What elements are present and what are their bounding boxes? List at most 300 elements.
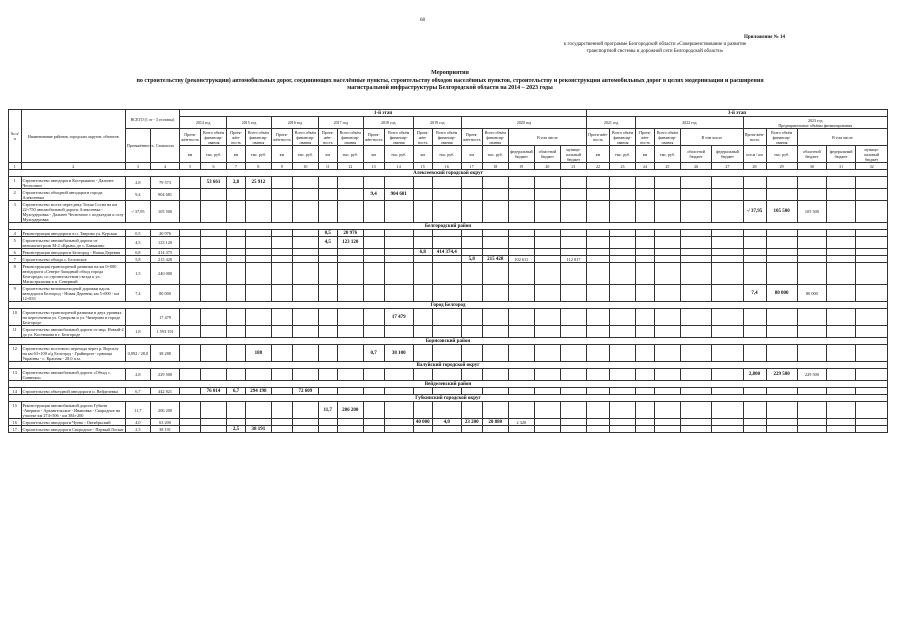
row-cell: 40 000 <box>413 419 432 426</box>
row-cell <box>245 263 271 285</box>
column-index-cell: 9 <box>271 163 292 170</box>
row-cell <box>363 237 384 249</box>
table-row <box>9 285 888 302</box>
row-cost: 105 500 <box>150 201 179 223</box>
row-cell <box>534 426 560 433</box>
row-length: 1,8 <box>125 326 150 338</box>
column-index-cell: 14 <box>384 163 413 170</box>
year-2020-header: 2020 год <box>461 117 586 129</box>
row-cell <box>227 249 246 256</box>
row-cell <box>766 326 797 338</box>
year-2016-header: 2016 год <box>271 117 318 129</box>
column-index-cell: 24 <box>636 163 655 170</box>
row-cell <box>743 326 766 338</box>
row-cell <box>292 177 318 189</box>
row-cell <box>827 201 856 223</box>
row-cell <box>227 230 246 237</box>
row-cell <box>654 402 680 419</box>
row-cell <box>201 256 227 263</box>
row-cell <box>413 426 432 433</box>
row-cell <box>587 177 610 189</box>
row-cell <box>856 419 888 426</box>
row-cell: 229 500 <box>797 369 826 381</box>
len-2017: Протя-жён-ность <box>318 129 337 146</box>
row-cell <box>337 419 363 426</box>
regional-2022: областной бюджет <box>680 146 711 163</box>
row-cell: 2,5 <box>227 426 246 433</box>
row-cell <box>797 402 826 419</box>
row-cell <box>827 369 856 381</box>
row-cell: 4,5 <box>318 237 337 249</box>
row-cell <box>482 426 508 433</box>
row-number: 6 <box>9 249 22 256</box>
row-cell <box>180 177 201 189</box>
row-cell <box>508 263 534 285</box>
row-cell <box>654 419 680 426</box>
row-length: 2,8 <box>125 369 150 381</box>
row-cell <box>654 388 680 395</box>
unit-rub: тыс. руб. <box>610 146 636 163</box>
row-cell <box>560 369 586 381</box>
row-cell <box>432 426 461 433</box>
row-cell <box>292 230 318 237</box>
row-cell <box>743 309 766 326</box>
row-cell <box>827 326 856 338</box>
row-cell <box>560 249 586 256</box>
row-cell <box>636 189 655 201</box>
row-cell <box>432 388 461 395</box>
row-object-name: Реконструкция автодороги в п. Таврово ул. Курская <box>21 230 125 237</box>
row-cost: 904 681 <box>150 189 179 201</box>
row-length: 0,092 / 28,0 <box>125 345 150 362</box>
year-2015-header: 2015 год <box>227 117 272 129</box>
column-index-cell: 12 <box>337 163 363 170</box>
row-cell <box>743 419 766 426</box>
column-index-cell: 6 <box>201 163 227 170</box>
section-row <box>9 170 888 177</box>
row-length: 2,8 <box>125 177 150 189</box>
row-cell: 23 200 <box>461 419 482 426</box>
row-cell <box>201 189 227 201</box>
table-row <box>9 256 888 263</box>
year-2023-header: 2023 год Предварительные объёмы финансирования <box>743 117 887 129</box>
row-cell <box>482 177 508 189</box>
row-cell <box>560 230 586 237</box>
row-cell <box>766 345 797 362</box>
row-cost: 20 976 <box>150 230 179 237</box>
row-cell <box>766 388 797 395</box>
row-cell <box>636 402 655 419</box>
row-cell <box>560 402 586 419</box>
row-cell <box>432 369 461 381</box>
row-cell <box>636 237 655 249</box>
row-cell <box>587 345 610 362</box>
row-cell <box>797 249 826 256</box>
section-title: Валуйский городской округ <box>9 362 888 369</box>
row-cell <box>180 369 201 381</box>
row-cell <box>610 201 636 223</box>
row-cell <box>271 309 292 326</box>
column-index-cell: 20 <box>534 163 560 170</box>
row-cell <box>508 189 534 201</box>
row-cell <box>827 285 856 302</box>
row-cell <box>227 309 246 326</box>
row-cell <box>680 201 711 223</box>
row-cell <box>180 309 201 326</box>
row-cell <box>363 309 384 326</box>
row-cell <box>201 419 227 426</box>
row-cost: 123 120 <box>150 237 179 249</box>
table-row <box>9 189 888 201</box>
appendix-title: Приложение № 14 <box>743 35 785 40</box>
row-cell <box>654 426 680 433</box>
row-cell <box>227 369 246 381</box>
row-cell <box>534 402 560 419</box>
row-cell: 53 661 <box>201 177 227 189</box>
row-cell <box>508 345 534 362</box>
row-object-name: Реконструкция транспортной развязки на км 0+000 автодороги «Северо-Западный обход города Белгорода» со строительством съезда к ул. Магистральная в п. Северный <box>21 263 125 285</box>
row-cell <box>856 263 888 285</box>
row-cell <box>680 426 711 433</box>
row-cell <box>245 249 271 256</box>
row-cell <box>654 256 680 263</box>
row-cell <box>610 237 636 249</box>
row-cell <box>560 177 586 189</box>
row-cell <box>292 419 318 426</box>
row-cell <box>363 426 384 433</box>
row-cell: 2 320 <box>508 419 534 426</box>
row-cell <box>636 285 655 302</box>
row-number: 8 <box>9 263 22 285</box>
row-cell <box>292 345 318 362</box>
row-cell <box>508 402 534 419</box>
row-cell <box>827 237 856 249</box>
row-length: -/ 37,95 <box>125 201 150 223</box>
row-cell <box>180 249 201 256</box>
unit-rub: тыс. руб. <box>337 146 363 163</box>
row-cell <box>766 402 797 419</box>
row-cell <box>654 189 680 201</box>
row-cell <box>560 309 586 326</box>
row-cell <box>610 230 636 237</box>
row-object-name: Строительство велопешеходной дорожки вдоль автодороги Белгород - Новая Деревня, км 5+000 - км 12+833 <box>21 285 125 302</box>
row-cell <box>271 189 292 201</box>
row-cell <box>337 345 363 362</box>
federal-2023: федеральный бюджет <box>827 146 856 163</box>
row-cell <box>384 326 413 338</box>
column-index-cell: 23 <box>610 163 636 170</box>
row-cell <box>636 326 655 338</box>
row-cell <box>534 230 560 237</box>
section-title: Город Белгород <box>9 302 888 309</box>
row-cell <box>587 189 610 201</box>
row-cell: 188 <box>245 345 271 362</box>
title-line-2: по строительству (реконструкции) автомобильных дорог, соединяющих населённые пункты, строительству обходов населённых пунктов, строительству и реконструкции автомобильных дорог в целях модернизации и расширения <box>136 77 764 84</box>
row-cell <box>292 237 318 249</box>
row-cell <box>856 256 888 263</box>
row-cost: 80 000 <box>150 285 179 302</box>
row-cell <box>636 263 655 285</box>
row-cell <box>712 230 743 237</box>
row-number: 4 <box>9 230 22 237</box>
row-cell <box>743 388 766 395</box>
row-cell <box>856 237 888 249</box>
vol-2016: Всего объём финансир-ования <box>292 129 318 146</box>
col-name-header: Наименование районов, городских округов, объектов <box>21 110 125 163</box>
row-cell <box>712 426 743 433</box>
row-cell <box>180 237 201 249</box>
row-cell <box>654 230 680 237</box>
row-cell: 17 479 <box>384 309 413 326</box>
row-cell <box>636 201 655 223</box>
row-cell <box>271 230 292 237</box>
row-cell <box>461 189 482 201</box>
row-cell <box>508 177 534 189</box>
table-row <box>9 388 888 395</box>
row-cell: 105 500 <box>766 201 797 223</box>
column-index-cell: 28 <box>743 163 766 170</box>
appendix-line-1: к государственной программе Белгородской области «Совершенствование и развитие <box>563 42 747 47</box>
row-cell <box>482 285 508 302</box>
len-2015: Протя-жён-ность <box>227 129 246 146</box>
row-cell: 11,7 <box>318 402 337 419</box>
row-cell <box>245 309 271 326</box>
row-cell <box>413 388 432 395</box>
row-cell <box>712 326 743 338</box>
row-cell <box>384 402 413 419</box>
row-cell <box>245 326 271 338</box>
row-cell <box>712 388 743 395</box>
column-index-cell: 4 <box>150 163 179 170</box>
unit-pm: пог.м / км <box>743 146 766 163</box>
row-cell <box>797 263 826 285</box>
row-cell <box>587 237 610 249</box>
row-cell <box>337 249 363 256</box>
row-cell <box>560 426 586 433</box>
row-cell <box>227 345 246 362</box>
federal-2020: федеральный бюджет <box>508 146 534 163</box>
row-object-name: Строительство автомобильной дороги «Обход с. Синички» <box>21 369 125 381</box>
section-title: Алексеевский городской округ <box>9 170 888 177</box>
row-cell <box>271 285 292 302</box>
vol-2021: Всего объём финансир-ования <box>610 129 636 146</box>
table-row <box>9 177 888 189</box>
row-cell <box>337 263 363 285</box>
row-cell: 206 200 <box>337 402 363 419</box>
row-cell <box>712 419 743 426</box>
row-cell <box>432 256 461 263</box>
row-cell <box>610 402 636 419</box>
row-cell <box>797 419 826 426</box>
row-cell <box>384 256 413 263</box>
column-index-cell: 29 <box>766 163 797 170</box>
row-cell <box>610 256 636 263</box>
row-cell <box>482 230 508 237</box>
row-cell <box>482 388 508 395</box>
row-cell <box>680 177 711 189</box>
row-cell <box>712 285 743 302</box>
row-cell: 904 681 <box>384 189 413 201</box>
section-row <box>9 338 888 345</box>
row-cell <box>432 201 461 223</box>
row-cell <box>712 237 743 249</box>
row-cell <box>610 263 636 285</box>
row-cell: 102 611 <box>508 256 534 263</box>
row-cell <box>654 309 680 326</box>
row-cell <box>680 369 711 381</box>
row-cell <box>797 177 826 189</box>
row-cell <box>680 388 711 395</box>
row-cell <box>292 426 318 433</box>
row-number: 14 <box>9 388 22 395</box>
row-cell <box>482 326 508 338</box>
row-cell <box>292 189 318 201</box>
row-cost: 38 288 <box>150 345 179 362</box>
row-object-name: Строительство обхода с. Беловское <box>21 256 125 263</box>
row-cell <box>201 237 227 249</box>
appendix-line-2: транспортной системы и дорожной сети Белгородской области» <box>586 49 724 54</box>
row-cell <box>271 177 292 189</box>
row-cell <box>508 309 534 326</box>
row-cell <box>712 345 743 362</box>
row-cell: 294 198 <box>245 388 271 395</box>
row-cell <box>245 237 271 249</box>
row-cost: 1 593 191 <box>150 326 179 338</box>
row-cell <box>712 263 743 285</box>
row-cell <box>271 256 292 263</box>
row-cell <box>413 402 432 419</box>
column-index-cell: 7 <box>227 163 246 170</box>
row-cell <box>856 326 888 338</box>
row-cell <box>363 419 384 426</box>
row-cell <box>856 426 888 433</box>
row-cell <box>180 402 201 419</box>
row-cell <box>766 426 797 433</box>
row-cell <box>271 402 292 419</box>
section-row <box>9 381 888 388</box>
column-index-cell: 27 <box>712 163 743 170</box>
row-cell <box>560 201 586 223</box>
row-cell <box>508 249 534 256</box>
row-cell <box>680 249 711 256</box>
column-index-cell: 11 <box>318 163 337 170</box>
regional-2020: областной бюджет <box>534 146 560 163</box>
unit-km: км <box>587 146 610 163</box>
row-length: 1,5 <box>125 263 150 285</box>
row-cell <box>271 249 292 256</box>
row-cell <box>363 256 384 263</box>
row-cell <box>827 402 856 419</box>
vol-2017: Всего объём финансир-ования <box>337 129 363 146</box>
row-cell <box>461 369 482 381</box>
row-cell <box>636 256 655 263</box>
column-index-cell: 22 <box>587 163 610 170</box>
row-cell <box>432 189 461 201</box>
len-2019: Протя-жён-ность <box>413 129 432 146</box>
row-cell <box>610 285 636 302</box>
incl-2020: В том числе <box>508 129 586 146</box>
row-cell <box>180 419 201 426</box>
row-cell <box>180 189 201 201</box>
row-cost: 229 500 <box>150 369 179 381</box>
row-cost: 17 479 <box>150 309 179 326</box>
page-number: 68 <box>420 18 425 23</box>
unit-rub: тыс. руб. <box>292 146 318 163</box>
unit-km: км <box>461 146 482 163</box>
row-cell <box>201 263 227 285</box>
row-cell <box>413 309 432 326</box>
row-cell <box>534 345 560 362</box>
row-cell: 80 000 <box>766 285 797 302</box>
row-cell <box>384 201 413 223</box>
row-cell <box>636 249 655 256</box>
row-cell: 9,4 <box>363 189 384 201</box>
row-cell <box>856 177 888 189</box>
unit-rub: тыс. руб. <box>432 146 461 163</box>
row-cell <box>587 426 610 433</box>
row-cell <box>712 189 743 201</box>
row-cell <box>461 263 482 285</box>
row-cell <box>318 326 337 338</box>
row-cell <box>712 402 743 419</box>
column-index-cell: 17 <box>461 163 482 170</box>
row-cell: 215 428 <box>482 256 508 263</box>
row-cell <box>461 237 482 249</box>
row-cell <box>413 345 432 362</box>
row-cell <box>363 177 384 189</box>
row-cell: 7,4 <box>743 285 766 302</box>
table-row <box>9 201 888 223</box>
row-cell <box>610 419 636 426</box>
row-cell <box>432 345 461 362</box>
row-cell <box>201 201 227 223</box>
row-cell <box>766 189 797 201</box>
row-cell <box>432 263 461 285</box>
row-cell: 0,5 <box>318 230 337 237</box>
row-cell <box>337 369 363 381</box>
len-2021: Протя-жён-ность <box>587 129 610 146</box>
row-cell <box>227 201 246 223</box>
row-cell <box>337 285 363 302</box>
row-cell <box>560 189 586 201</box>
row-cell <box>292 402 318 419</box>
row-cell <box>482 189 508 201</box>
row-length: 6,7 <box>125 388 150 395</box>
row-cell <box>856 402 888 419</box>
row-cell <box>413 369 432 381</box>
row-cell: 25 912 <box>245 177 271 189</box>
row-cell <box>856 249 888 256</box>
row-cell <box>654 237 680 249</box>
section-title: Белгородский район <box>9 223 888 230</box>
table-row <box>9 309 888 326</box>
row-cell <box>827 230 856 237</box>
row-cell <box>180 326 201 338</box>
row-cell <box>384 230 413 237</box>
row-cell <box>712 177 743 189</box>
row-object-name: Строительство автомобильной дороги от автомагистрали М-2 «Крым» до с. Бавыкино <box>21 237 125 249</box>
table-row <box>9 326 888 338</box>
column-index-cell: 30 <box>797 163 826 170</box>
row-cost: 215 428 <box>150 256 179 263</box>
row-cell <box>271 388 292 395</box>
row-cell <box>337 201 363 223</box>
len-2022: Протя-жён-ность <box>636 129 655 146</box>
row-cell <box>482 237 508 249</box>
row-cell <box>766 263 797 285</box>
row-cell <box>856 189 888 201</box>
column-index-cell: 25 <box>654 163 680 170</box>
